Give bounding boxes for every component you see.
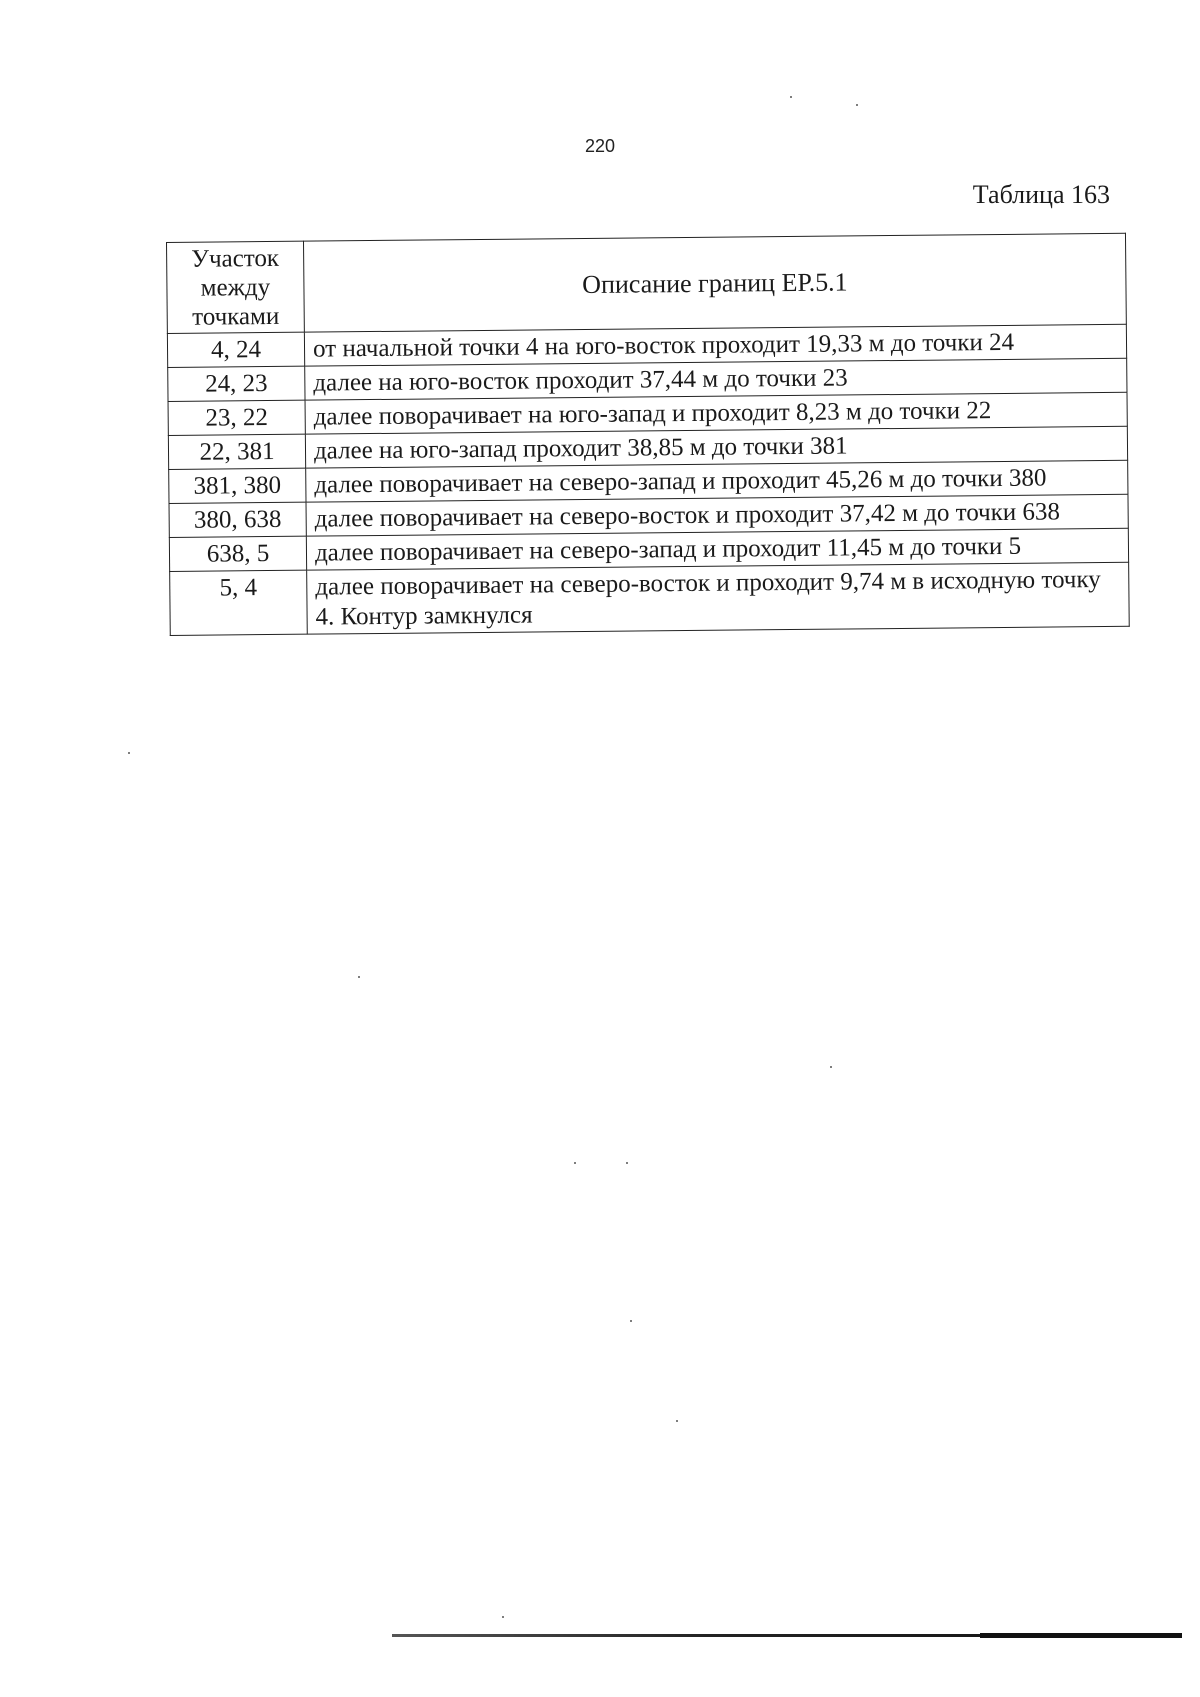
description-cell: далее на юго-запад проходит 38,85 м до точки 381 [305,426,1127,468]
scan-speck [502,1616,504,1618]
table-caption: Таблица 163 [972,180,1110,209]
scan-speck [626,1162,628,1164]
header-description: Описание границ ЕР.5.1 [303,233,1126,332]
scan-speck [676,1420,678,1422]
segment-cell: 638, 5 [169,536,306,571]
segment-cell: 4, 24 [167,332,304,367]
description-cell: далее поворачивает на северо-восток и проходит 37,42 м до точки 638 [306,494,1128,536]
description-cell: далее поворачивает на северо-запад и проходит 11,45 м до точки 5 [306,528,1128,570]
segment-cell: 5, 4 [170,570,308,635]
header-segment: Участок между точками [167,241,305,333]
segment-cell: 380, 638 [169,502,306,537]
scan-speck [830,1066,832,1068]
description-cell: от начальной точки 4 на юго-восток проходит 19,33 м до точки 24 [304,324,1126,366]
description-cell: далее поворачивает на северо-запад и проходит 45,26 м до точки 380 [306,460,1128,502]
scan-speck [128,752,130,754]
scan-speck [358,976,360,978]
boundary-description-table [166,233,1130,636]
description-cell: далее на юго-восток проходит 37,44 м до точки 23 [305,358,1127,400]
table-row [170,562,1130,635]
table-header [167,233,1127,333]
scan-speck [790,96,792,98]
table-header-row [167,233,1127,333]
segment-cell: 23, 22 [168,400,305,435]
scan-speck [630,1320,632,1322]
scan-speck [574,1162,576,1164]
description-cell: далее поворачивает на северо-восток и проходит 9,74 м в исходную точку 4. Контур замкнулся [307,562,1130,634]
segment-cell: 22, 381 [168,434,305,469]
scan-speck [856,104,858,106]
segment-cell: 381, 380 [169,468,306,503]
table-body [167,324,1129,635]
description-cell: далее поворачивает на юго-запад и проходит 8,23 м до точки 22 [305,392,1127,434]
footer-divider-line-thick [980,1633,1182,1638]
segment-cell: 24, 23 [168,366,305,401]
page-number: 220 [584,136,616,156]
